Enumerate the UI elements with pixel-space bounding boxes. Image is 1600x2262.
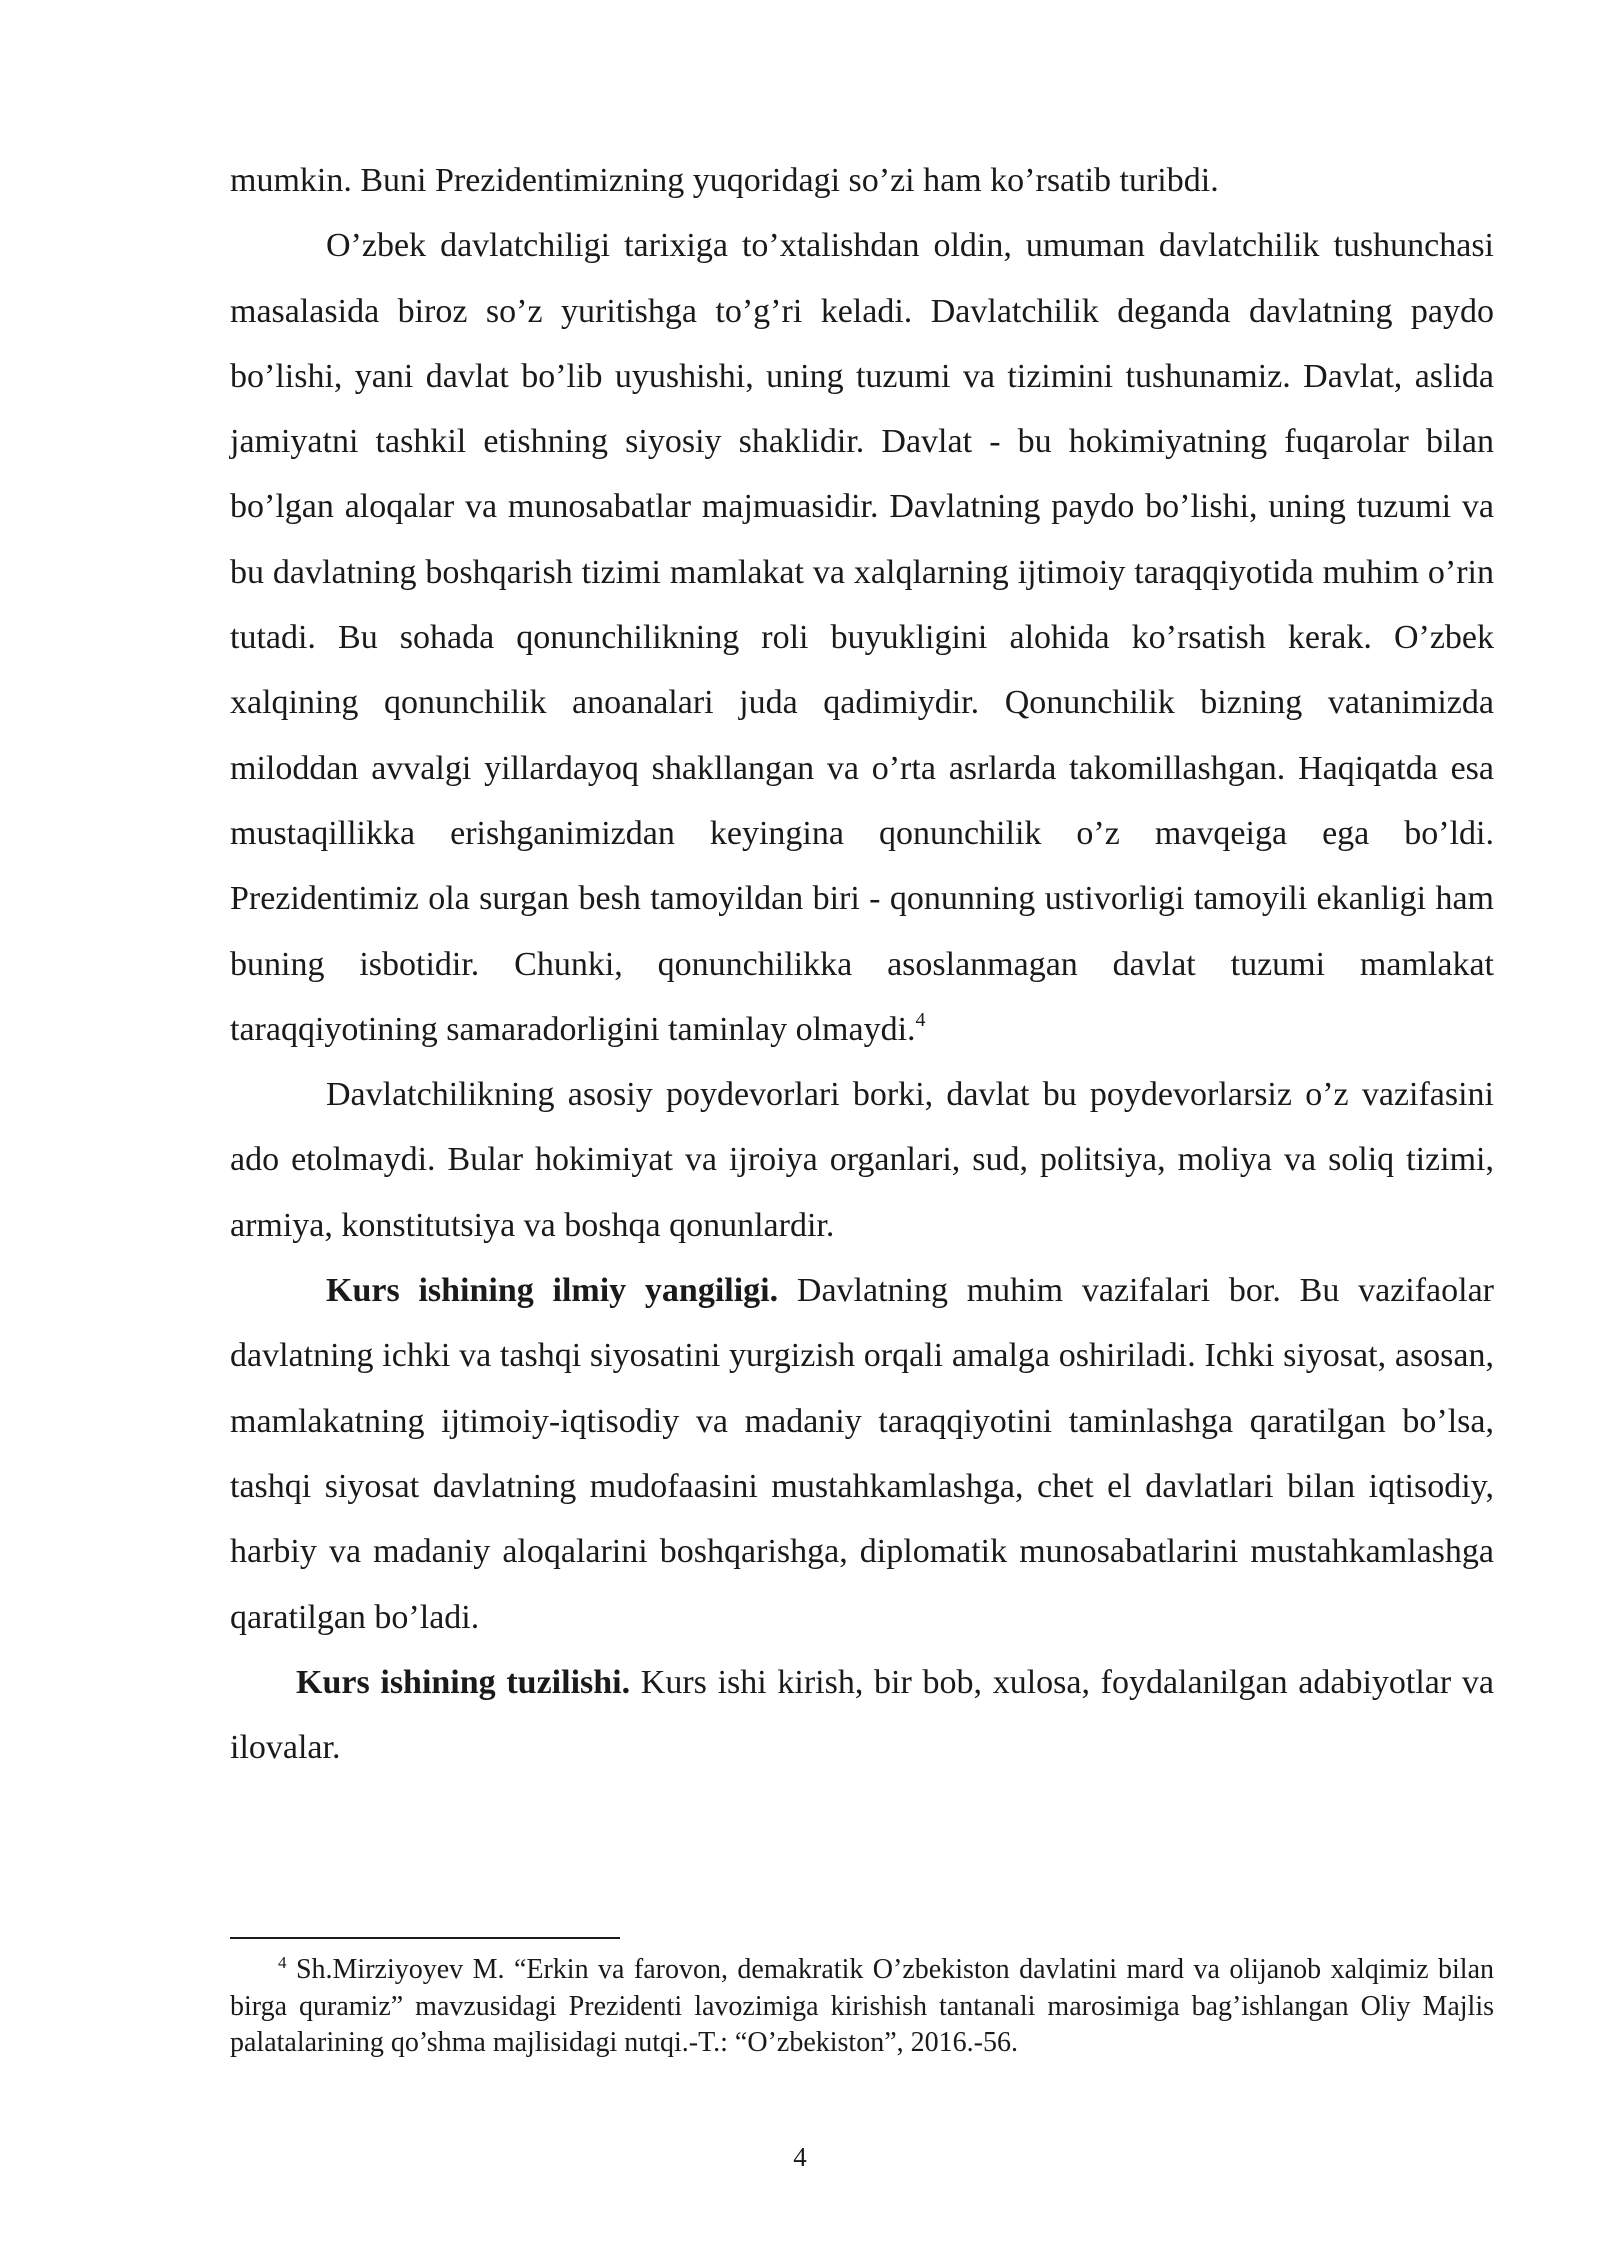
main-text [230, 148, 1494, 1780]
paragraph-continuation [230, 148, 1494, 213]
page-number: 4 [793, 2142, 807, 2172]
paragraph-text: Davlatning muhim vazifalari bor. Bu vazifaolar davlatning ichki va tashqi siyosatini yurgizish orqali amalga oshiriladi. Ichki siyosat, asosan, mamlakatning ijtimoiy-iqtisodiy va madaniy taraqqiyotini taminlashga qaratilgan bo’lsa, tashqi siyosat davlatning mudofaasini mustahkamlashga, chet el davlatlari bilan iqtisodiy, harbiy va madaniy aloqalarini boshqarishga, diplomatik munosabatlarini mustahkamlashga qaratilgan bo’ladi. [230, 1272, 1494, 1636]
footnote-separator [230, 1937, 620, 1939]
footnote-reference: 4 [915, 1008, 926, 1031]
paragraph-text: mumkin. Buni Prezidentimizning yuqoridagi so’zi ham ko’rsatib turibdi. [230, 162, 1219, 199]
paragraph-text: Kurs ishi kirish, bir bob, xulosa, foydalanilgan adabiyotlar va ilovalar. [230, 1663, 1494, 1767]
section-heading-structure: Kurs ishining tuzilishi. [296, 1663, 631, 1701]
footnote [230, 1952, 1494, 2062]
footnote-text: Sh.Mirziyoyev M. “Erkin va farovon, demakratik O’zbekiston davlatini mard va olijanob xalqimiz bilan birga quramiz” mavzusidagi Prezidenti lavozimiga kirishish tantanali marosimiga bag’ishlangan Oliy Majlis palatalarining qo’shma majlisidagi nutqi.-T.: “O’zbekiston”, 2016.-56. [230, 1954, 1494, 2058]
footnote-number: 4 [278, 1953, 287, 1972]
paragraph-statehood [230, 213, 1494, 1062]
paragraph-foundations [230, 1062, 1494, 1258]
paragraph-structure [230, 1650, 1494, 1781]
paragraph-text: Davlatchilikning asosiy poydevorlari borki, davlat bu poydevorlarsiz o’z vazifasini ado etolmaydi. Bular hokimiyat va ijroiya organlari, sud, politsiya, moliya va soliq tizimi, armiya, konstitutsiya va boshqa qonunlardir. [230, 1076, 1494, 1244]
section-heading-novelty: Kurs ishining ilmiy yangiligi. [326, 1272, 779, 1310]
paragraph-text: O’zbek davlatchiligi tarixiga to’xtalishdan oldin, umuman davlatchilik tushunchasi masalasida biroz so’z yuritishga to’g’ri keladi. Davlatchilik deganda davlatning paydo bo’lishi, yani davlat bo’lib uyushishi, uning tuzumi va tizimini tushunamiz. Davlat, aslida jamiyatni tashkil etishning siyosiy shaklidir. Davlat - bu hokimiyatning fuqarolar bilan bo’lgan aloqalar va munosabatlar majmuasidir. Davlatning paydo bo’lishi, uning tuzumi va bu davlatning boshqarish tizimi mamlakat va xalqlarning ijtimoiy taraqqiyotida muhim o’rin tutadi. Bu sohada qonunchilikning roli buyukligini alohida ko’rsatish kerak. O’zbek xalqining qonunchilik anoanalari juda qadimiydir. Qonunchilik bizning vatanimizda miloddan avvalgi yillardayoq shakllangan va o’rta asrlarda takomillashgan. Haqiqatda esa mustaqillikka erishganimizdan keyingina qonunchilik o’z mavqeiga ega bo’ldi. Prezidentimiz ola surgan besh tamoyildan biri - qonunning ustivorligi tamoyili ekanligi ham buning isbotidir. Chunki, qonunchilikka asoslanmagan davlat tuzumi mamlakat taraqqiyotining samaradorligini taminlay olmaydi. [230, 227, 1494, 1048]
paragraph-novelty [230, 1258, 1494, 1650]
